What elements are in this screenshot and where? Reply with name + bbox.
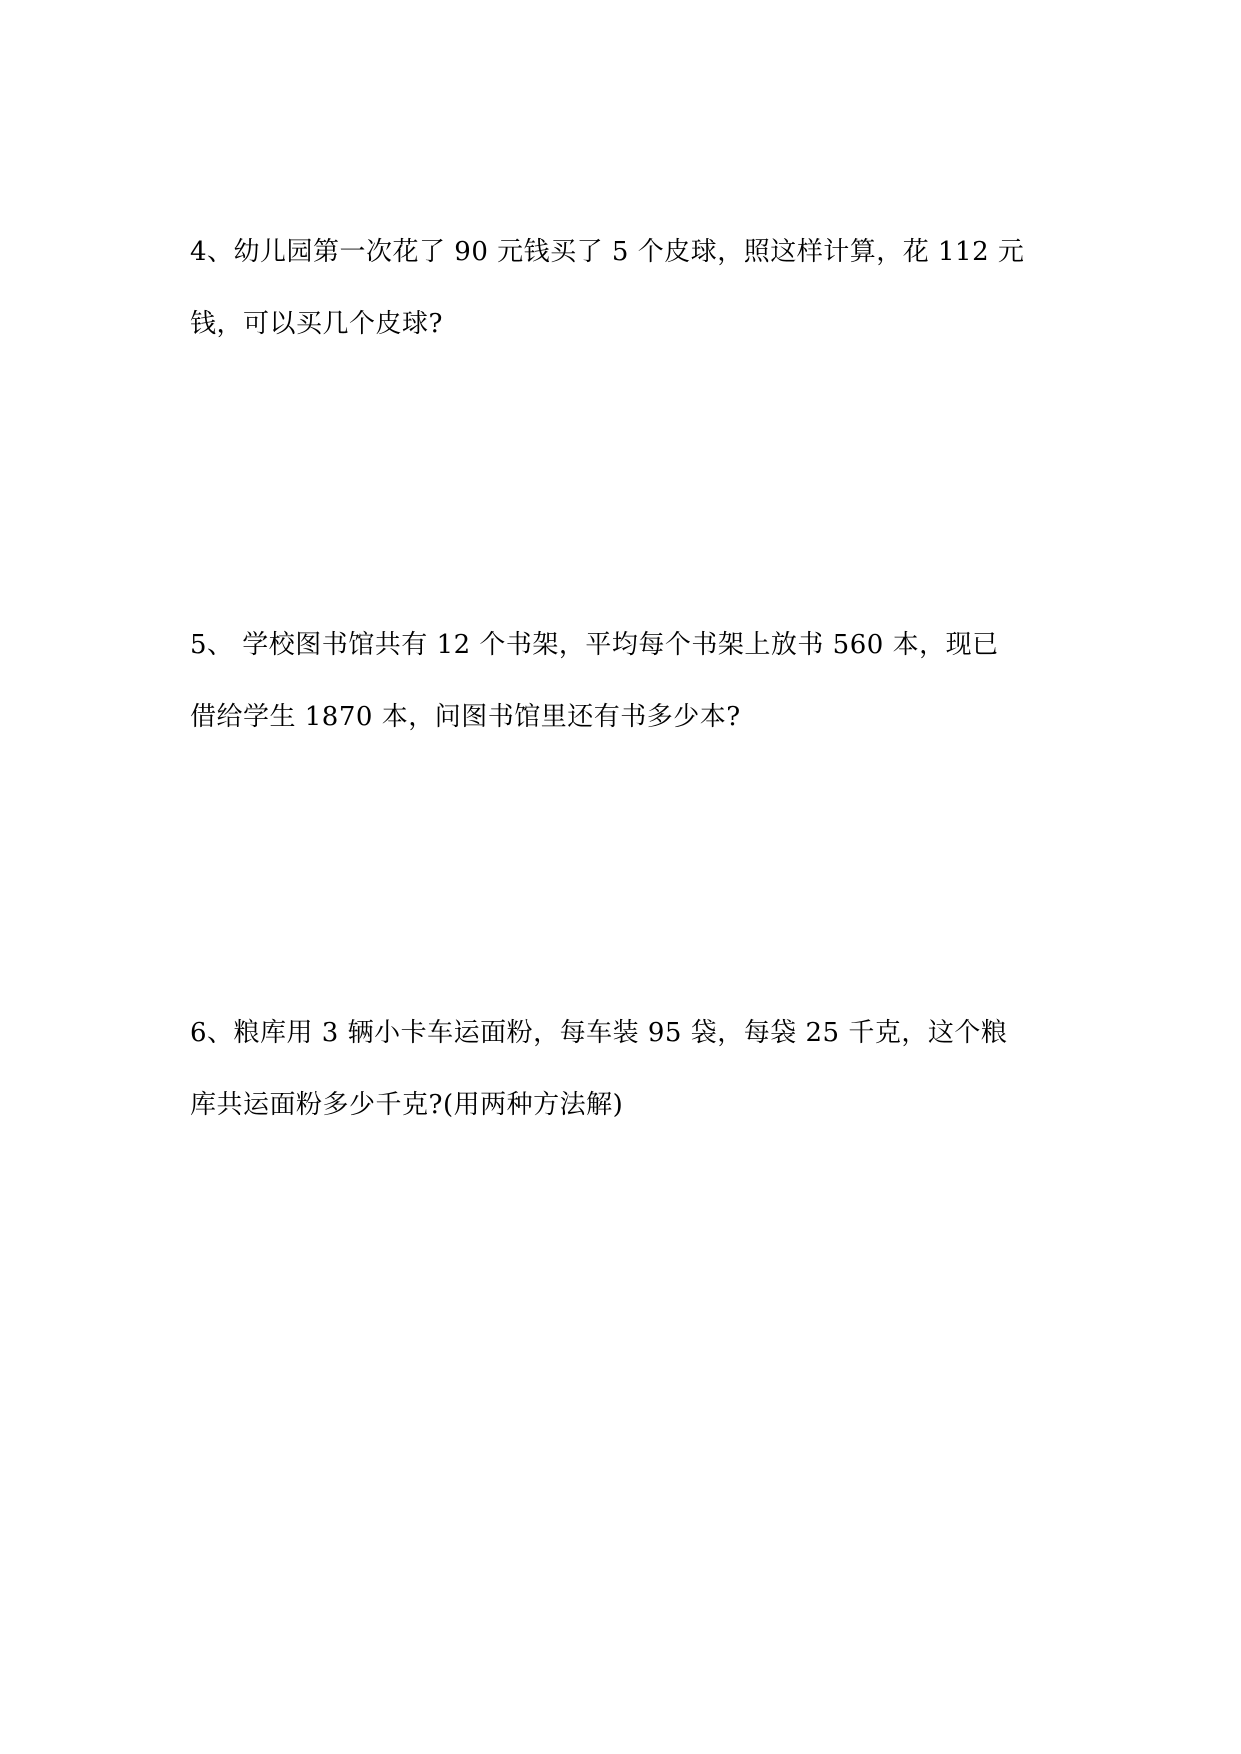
word-problem-4 (190, 235, 1060, 341)
word-problem-6 (190, 1016, 1060, 1122)
problem-4-line-1: 4、幼儿园第一次花了 90 元钱买了 5 个皮球，照这样计算，花 112 元 (190, 237, 1025, 267)
problem-6-line-1: 6、粮库用 3 辆小卡车运面粉，每车装 95 袋，每袋 25 千克，这个粮 (190, 1018, 1008, 1048)
problem-5-line-2: 借给学生 1870 本，问图书馆里还有书多少本? (190, 702, 741, 732)
problem-5-line-1: 5、 学校图书馆共有 12 个书架，平均每个书架上放书 560 本，现已 (190, 630, 999, 660)
problem-4-line-2: 钱，可以买几个皮球? (190, 309, 443, 339)
word-problem-5 (190, 628, 1060, 734)
problem-6-line-2: 库共运面粉多少千克?(用两种方法解) (190, 1090, 624, 1120)
